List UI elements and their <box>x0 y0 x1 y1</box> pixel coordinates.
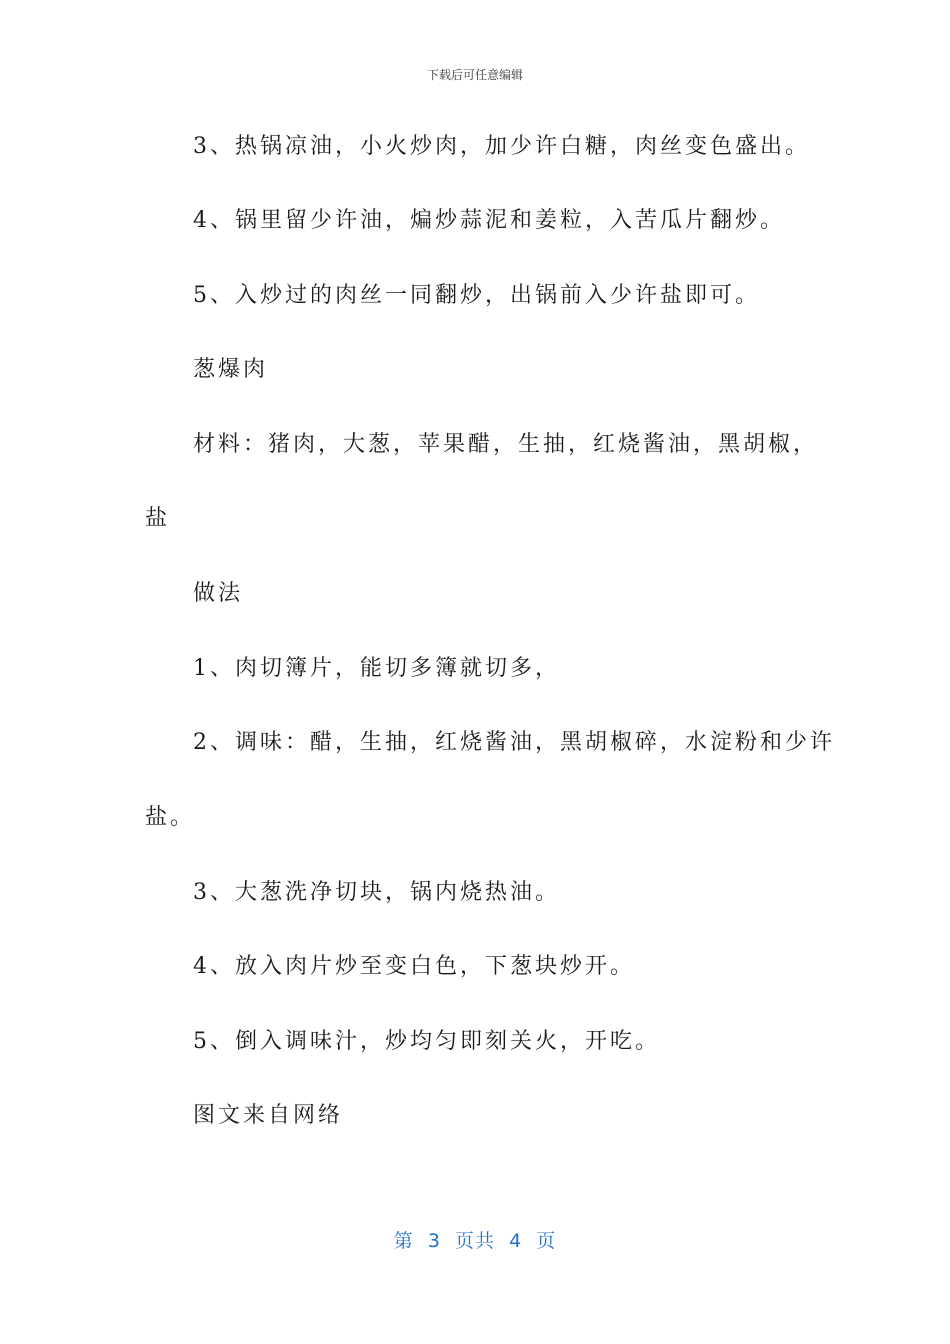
method-step-4: 4、放入肉片炒至变白色，下葱块炒开。 <box>193 954 635 979</box>
step-5-text: 5、入炒过的肉丝一同翻炒，出锅前入少许盐即可。 <box>193 283 760 308</box>
source-note: 图文来自网络 <box>193 1103 344 1128</box>
method-step-2-line-1: 2、调味：醋，生抽，红烧酱油，黑胡椒碎，水淀粉和少许 <box>193 730 835 755</box>
ingredients-line-1: 材料：猪肉，大葱，苹果醋，生抽，红烧酱油，黑胡椒， <box>193 432 819 457</box>
method-step-1: 1、肉切簿片，能切多簿就切多， <box>193 656 560 681</box>
method-heading: 做法 <box>193 581 244 606</box>
recipe-title: 葱爆肉 <box>193 357 269 382</box>
ingredients-line-2: 盐 <box>145 506 171 531</box>
method-step-2-line-2: 盐。 <box>145 805 196 830</box>
step-4-text: 4、锅里留少许油，煸炒蒜泥和姜粒，入苦瓜片翻炒。 <box>193 208 785 233</box>
method-step-3: 3、大葱洗净切块，锅内烧热油。 <box>193 880 560 905</box>
page-header: 下载后可任意编辑 <box>426 68 523 82</box>
step-3-text: 3、热锅凉油，小火炒肉，加少许白糖，肉丝变色盛出。 <box>193 134 810 159</box>
method-step-5: 5、倒入调味汁，炒均匀即刻关火，开吃。 <box>193 1029 660 1054</box>
page-footer: 第 3 页共 4 页 <box>393 1230 557 1252</box>
